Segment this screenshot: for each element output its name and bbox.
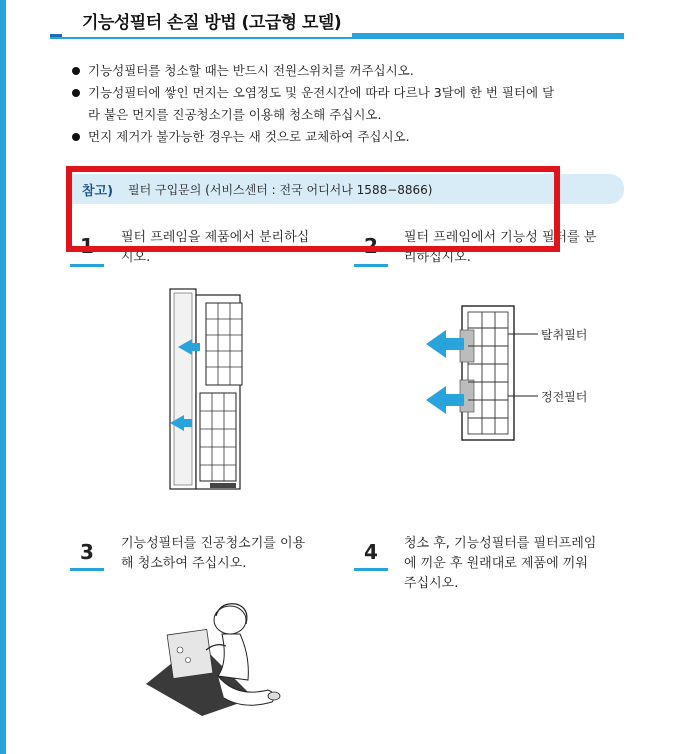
step-1-line-2: 시오.: [121, 250, 151, 265]
electrostatic-filter-label: 정전필터: [541, 390, 588, 404]
vacuum-cleaning-illustration: [140, 598, 300, 718]
filter-frame-illustration: [420, 300, 620, 446]
step-3-text: [121, 534, 305, 574]
deodorizing-filter-label: 탈취필터: [541, 328, 588, 342]
page-edge-bar: [0, 0, 6, 754]
ac-filter-illustration: [160, 285, 260, 491]
instruction-list: [72, 60, 642, 148]
list-item-text: 먼지 제거가 불가능한 경우는 새 것으로 교체하여 주십시오.: [88, 129, 410, 144]
step-3-underline: [70, 568, 104, 571]
step-3-line-2: 해 청소하여 주십시오.: [121, 556, 247, 571]
step-2-number: 2: [364, 234, 378, 258]
list-item: [72, 60, 642, 82]
step-4-line-1: 청소 후, 기능성필터를 필터프레임: [404, 536, 597, 551]
list-item: [72, 126, 642, 148]
step-4-line-3: 주십시오.: [404, 576, 459, 591]
step-3-number: 3: [80, 540, 94, 564]
step-3-line-1: 기능성필터를 진공청소기를 이용: [121, 536, 306, 551]
note-label: 참고): [82, 184, 114, 199]
highlight-box: [66, 166, 560, 252]
step-1-underline: [70, 264, 104, 267]
page-title: 기능성필터 손질 방법 (고급형 모델): [82, 13, 342, 33]
step-4-underline: [354, 568, 388, 571]
title-rule-accent: [352, 33, 624, 39]
step-2-underline: [354, 264, 388, 267]
step-2-line-2: 리하십시오.: [404, 250, 471, 265]
step-4-text: [404, 534, 596, 594]
step-4-line-2: 에 끼운 후 원래대로 제품에 끼워: [404, 556, 588, 571]
step-1-line-1: 필터 프레임을 제품에서 분리하십: [121, 230, 310, 245]
list-item-text: 기능성필터에 쌓인 먼지는 오염정도 및 운전시간에 따라 다르나 3달에 한 번 필터에 달: [88, 85, 555, 100]
list-item-text-continued: 라 붙은 먼지를 진공청소기를 이용해 청소해 주십시오.: [88, 107, 382, 122]
step-4-number: 4: [364, 540, 378, 564]
note-text: 필터 구입문의 (서비스센터 : 전국 어디서나 1588−8866): [128, 183, 433, 197]
step-1-number: 1: [80, 234, 94, 258]
step-2-line-1: 필터 프레임에서 기능성 필터를 분: [404, 230, 597, 245]
list-item-text: 기능성필터를 청소할 때는 반드시 전원스위치를 꺼주십시오.: [88, 63, 414, 78]
list-item: [72, 82, 642, 126]
